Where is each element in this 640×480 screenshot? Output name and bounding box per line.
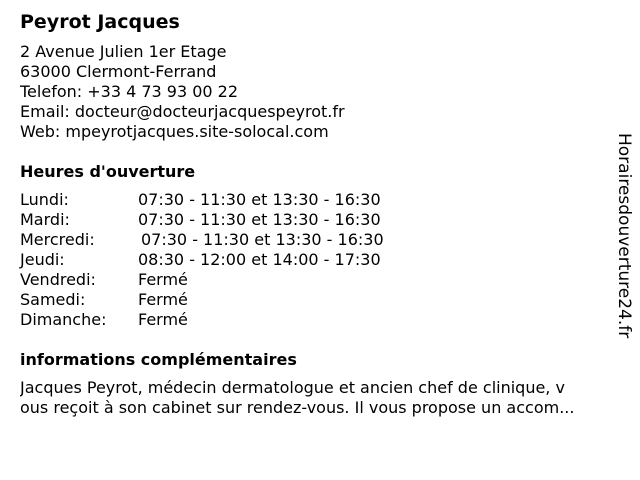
info-line-2: ous reçoit à son cabinet sur rendez-vous. Il vous propose un accom... [20, 398, 575, 417]
info-line-1: Jacques Peyrot, médecin dermatologue et ancien chef de clinique, v [20, 378, 565, 397]
day-label: Lundi: [20, 190, 69, 209]
day-label: Mardi: [20, 210, 70, 229]
hours-value: 07:30 - 11:30 et 13:30 - 16:30 [141, 230, 384, 249]
address-line-1: 2 Avenue Julien 1er Etage [20, 42, 227, 61]
email[interactable]: Email: docteur@docteurjacquespeyrot.fr [20, 102, 345, 121]
hours-row-thursday [20, 250, 610, 270]
hours-value: Fermé [138, 270, 188, 289]
business-card [20, 10, 610, 418]
hours-row-friday [20, 270, 610, 290]
phone[interactable]: Telefon: +33 4 73 93 00 22 [20, 82, 239, 101]
hours-value: Fermé [138, 290, 188, 309]
hours-row-monday [20, 190, 610, 210]
address-line-2: 63000 Clermont-Ferrand [20, 62, 217, 81]
day-label: Samedi: [20, 290, 86, 309]
hours-row-tuesday [20, 210, 610, 230]
side-brand-text: Horairesdouverture24.fr [614, 133, 634, 339]
hours-value: Fermé [138, 310, 188, 329]
hours-row-saturday [20, 290, 610, 310]
info-title: informations complémentaires [20, 350, 297, 369]
day-label: Dimanche: [20, 310, 107, 329]
day-label: Jeudi: [20, 250, 65, 269]
hours-value: 07:30 - 11:30 et 13:30 - 16:30 [138, 190, 381, 209]
business-name: Peyrot Jacques [20, 11, 180, 33]
website[interactable]: Web: mpeyrotjacques.site-solocal.com [20, 122, 329, 141]
hours-title: Heures d'ouverture [20, 162, 196, 181]
hours-row-wednesday [20, 230, 610, 250]
day-label: Vendredi: [20, 270, 96, 289]
day-label: Mercredi: [20, 230, 95, 249]
hours-value: 08:30 - 12:00 et 14:00 - 17:30 [138, 250, 381, 269]
hours-value: 07:30 - 11:30 et 13:30 - 16:30 [138, 210, 381, 229]
info-text [20, 378, 630, 418]
hours-row-sunday [20, 310, 610, 330]
